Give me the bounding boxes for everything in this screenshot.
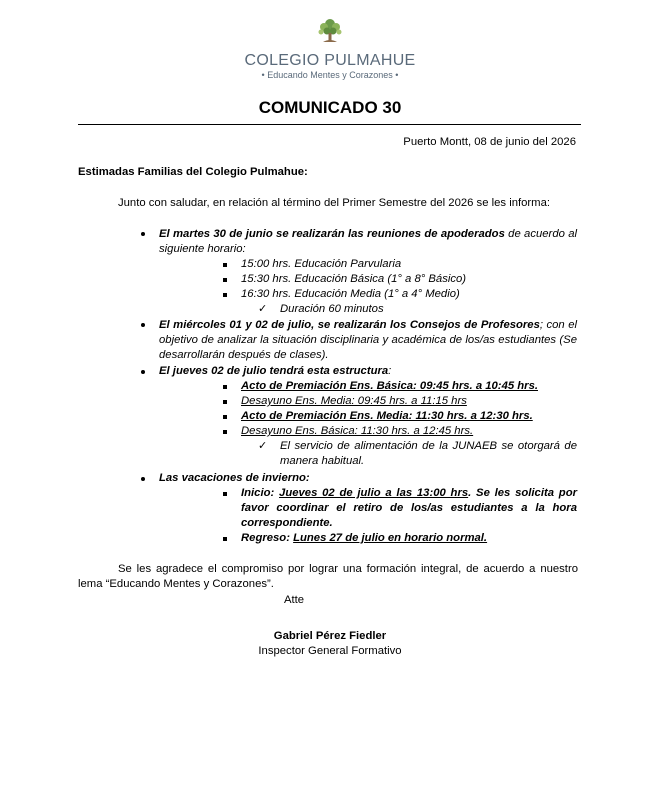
school-motto: • Educando Mentes y Corazones • — [261, 70, 399, 80]
item-1-rest: de acuerdo al siguiente horario: — [159, 228, 577, 255]
item-3-text — [159, 364, 391, 379]
bullet-square — [223, 385, 227, 389]
date-line: Puerto Montt, 08 de junio del 2026 — [403, 136, 576, 148]
event-item: Desayuno Ens. Media: 09:45 hrs. a 11:15 hrs — [241, 395, 467, 407]
vacation-start — [241, 486, 577, 531]
item-1-lead: El martes 30 de junio se realizarán las reuniones de apoderados — [159, 228, 505, 240]
schedule-item: 16:30 hrs. Educación Media (1° a 4° Medio) — [241, 288, 460, 300]
junaeb-note: El servicio de alimentación de la JUNAEB se otorgará de manera habitual. — [280, 440, 577, 467]
bullet-dot — [141, 370, 145, 374]
check-icon: ✓ — [258, 440, 268, 452]
item-3-lead: El jueves 02 de julio tendrá esta estructura — [159, 365, 389, 377]
tree-icon — [315, 16, 345, 46]
signer-name: Gabriel Pérez Fiedler — [273, 630, 387, 642]
vacation-return — [241, 531, 487, 546]
item-3-rest: : — [388, 365, 392, 377]
check-icon: ✓ — [258, 303, 268, 315]
bullet-square — [223, 537, 227, 541]
event-item: Desayuno Ens. Básica: 11:30 hrs. a 12:45 hrs. — [241, 425, 474, 437]
bullet-dot — [141, 323, 145, 327]
vacation-start-rest: . Se les solicita por favor coordinar el retiro de los/as estudiantes a la hora correspondiente. — [241, 487, 577, 529]
item-4-lead: Las vacaciones de invierno: — [159, 472, 310, 484]
closing-paragraph: Se les agradece el compromiso por lograr una formación integral, de acuerdo a nuestro lema “Educando Mentes y Corazones”. — [78, 563, 578, 590]
title-divider — [78, 124, 581, 125]
item-2-lead: El miércoles 01 y 02 de julio, se realizarán los Consejos de Profesores — [159, 319, 540, 331]
duration-note: Duración 60 minutos — [280, 303, 384, 315]
atte: Atte — [284, 594, 305, 606]
vacation-start-date: Jueves 02 de julio a las 13:00 hrs — [279, 487, 469, 499]
intro-text: Junto con saludar, en relación al término del Primer Semestre del 2026 se les informa: — [118, 197, 551, 209]
vacation-return-date: Lunes 27 de julio en horario normal. — [293, 532, 488, 544]
bullet-square — [223, 278, 227, 282]
bullet-dot — [141, 232, 145, 236]
vacation-return-label: Regreso: — [241, 532, 294, 544]
document-title: COMUNICADO 30 — [258, 98, 402, 117]
event-item: Acto de Premiación Ens. Básica: 09:45 hrs. a 10:45 hrs. — [241, 380, 538, 392]
school-name: COLEGIO PULMAHUE — [244, 52, 416, 69]
greeting: Estimadas Familias del Colegio Pulmahue: — [78, 166, 308, 178]
item-2-rest: ; con el objetivo de analizar la situación disciplinaria y académica de los/as estudiantes (Se desarrollarán después de clases). — [159, 319, 577, 361]
bullet-square — [223, 430, 227, 434]
event-item: Acto de Premiación Ens. Media: 11:30 hrs. a 12:30 hrs. — [241, 410, 533, 422]
item-2-text — [159, 318, 577, 363]
signer-role: Inspector General Formativo — [258, 645, 402, 657]
bullet-square — [223, 263, 227, 267]
schedule-item: 15:00 hrs. Educación Parvularia — [241, 258, 402, 270]
bullet-square — [223, 400, 227, 404]
item-1-text — [159, 227, 577, 257]
bullet-square — [223, 415, 227, 419]
vacation-start-label: Inicio: — [241, 487, 280, 499]
bullet-square — [223, 492, 227, 496]
bullet-square — [223, 293, 227, 297]
schedule-item: 15:30 hrs. Educación Básica (1° a 8° Básico) — [241, 273, 467, 285]
bullet-dot — [141, 477, 145, 481]
